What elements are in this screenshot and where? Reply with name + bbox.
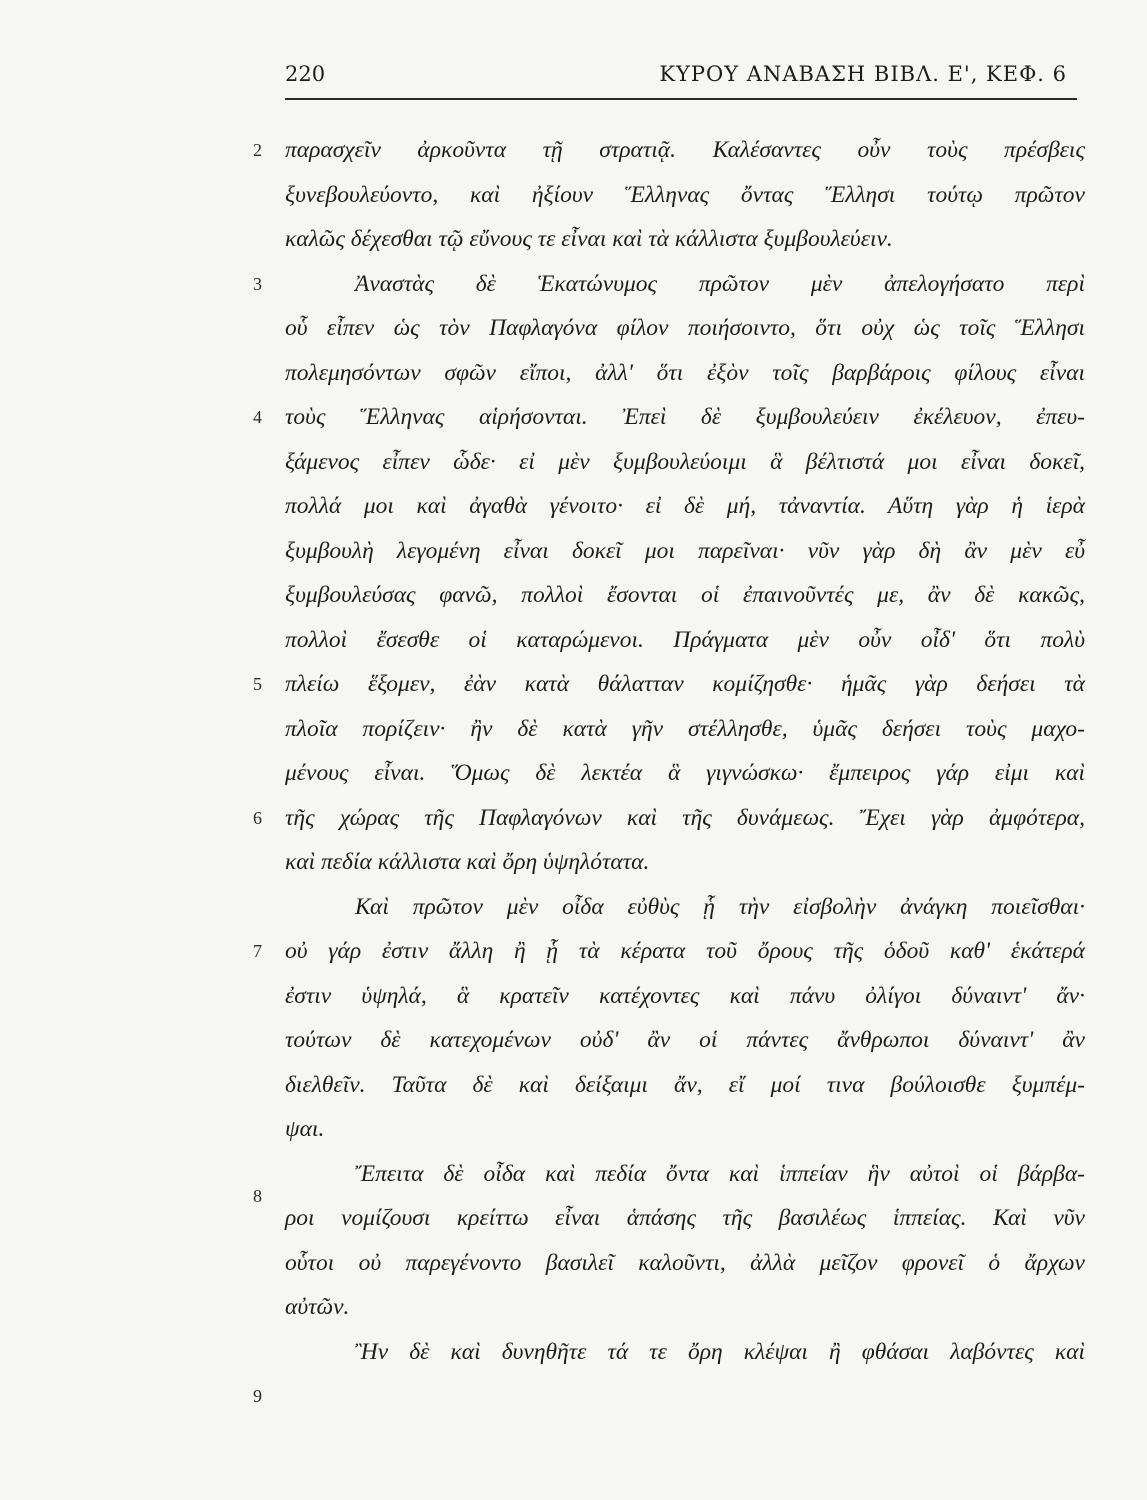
text-line: οὗ εἶπεν ὡς τὸν Παφλαγόνα φίλον ποιήσοιντο, ὅτι οὐχ ὡς τοῖς Ἕλλησι <box>285 315 1085 341</box>
text-line: διελθεῖν. Ταῦτα δὲ καὶ δείξαιμι ἄν, εἴ μοί τινα βούλοισθε ξυμπέμ- <box>285 1071 1085 1098</box>
text-line: μένους εἶναι. Ὅμως δὲ λεκτέα ἃ γιγνώσκω· ἔμπειρος γάρ εἰμι καὶ <box>285 760 1085 786</box>
text-line: παρασχεῖν ἀρκοῦντα τῇ στρατιᾷ. Καλέσαντες οὖν τοὺς πρέσβεις <box>285 137 1085 163</box>
text-line: ξάμενος εἶπεν ὧδε· εἰ μὲν ξυμβουλεύοιμι ἃ βέλτιστά μοι εἶναι δοκεῖ, <box>285 448 1085 475</box>
section-number: 4 <box>253 407 262 427</box>
text-line: πολλά μοι καὶ ἀγαθὰ γένοιτο· εἰ δὲ μή, τἀναντία. Αὕτη γὰρ ἡ ἱερὰ <box>285 493 1085 519</box>
running-title: ΚΥΡΟΥ ΑΝΑΒΑΣΗ ΒΙΒΛ. Ε', ΚΕΦ. 6 <box>659 62 1067 86</box>
text-line: τοὺς Ἕλληνας αἱρήσονται. Ἐπεὶ δὲ ξυμβουλεύειν ἐκέλευον, ἐπευ- <box>285 404 1085 430</box>
text-line: τούτων δὲ κατεχομένων οὐδ' ἂν οἱ πάντες ἄνθρωποι δύναιντ' ἂν <box>285 1027 1085 1053</box>
text-line: οὐ γάρ ἐστιν ἄλλη ἢ ᾗ τὰ κέρατα τοῦ ὄρους τῆς ὁδοῦ καθ' ἑκάτερά <box>285 938 1085 964</box>
section-number: 2 <box>253 140 262 160</box>
section-number: 3 <box>253 273 262 294</box>
text-line: ξυνεβουλεύοντο, καὶ ἠξίουν Ἕλληνας ὄντας Ἕλλησι τούτῳ πρῶτον <box>285 181 1085 208</box>
text-line: καὶ πεδία κάλλιστα καὶ ὄρη ὑψηλότατα. <box>285 849 650 875</box>
page-header <box>285 58 1077 100</box>
text-line: τῆς χώρας τῆς Παφλαγόνων καὶ τῆς δυνάμεως. Ἔχει γὰρ ἀμφότερα, <box>285 804 1085 831</box>
text-line: οὗτοι οὐ παρεγένοντο βασιλεῖ καλοῦντι, ἀλλὰ μεῖζον φρονεῖ ὁ ἄρχων <box>285 1249 1085 1276</box>
text-line: αὐτῶν. <box>285 1294 350 1320</box>
section-number: 7 <box>253 941 262 961</box>
text-line: Ἀναστὰς δὲ Ἑκατώνυμος πρῶτον μὲν ἀπελογήσατο περὶ <box>355 270 1085 297</box>
text-line: πλείω ἕξομεν, ἐὰν κατὰ θάλατταν κομίζησθε· ἡμᾶς γὰρ δεήσει τὰ <box>285 671 1085 697</box>
text-line: πολλοὶ ἔσεσθε οἱ καταρώμενοι. Πράγματα μὲν οὖν οἶδ' ὅτι πολὺ <box>285 626 1085 653</box>
section-number: 6 <box>253 807 262 828</box>
text-line: ξυμβουλεύσας φανῶ, πολλοὶ ἔσονται οἱ ἐπαινοῦντές με, ἂν δὲ κακῶς, <box>285 582 1085 608</box>
section-number: 8 <box>253 1185 262 1206</box>
section-number: 9 <box>253 1386 262 1406</box>
text-line: ἐστιν ὑψηλά, ἃ κρατεῖν κατέχοντες καὶ πάνυ ὀλίγοι δύναιντ' ἄν· <box>285 982 1085 1009</box>
text-line: Καὶ πρῶτον μὲν οἶδα εὐθὺς ᾗ τὴν εἰσβολὴν ἀνάγκη ποιεῖσθαι· <box>355 893 1085 920</box>
text-line: Ἢν δὲ καὶ δυνηθῆτε τά τε ὄρη κλέψαι ἢ φθάσαι λαβόντες καὶ <box>355 1338 1085 1365</box>
text-line: πλοῖα πορίζειν· ἢν δὲ κατὰ γῆν στέλλησθε, ὑμᾶς δεήσει τοὺς μαχο- <box>285 715 1085 742</box>
text-line: πολεμησόντων σφῶν εἴποι, ἀλλ' ὅτι ἐξὸν τοῖς βαρβάροις φίλους εἶναι <box>285 359 1085 386</box>
page-number: 220 <box>285 62 326 86</box>
main-text <box>285 128 1085 1374</box>
text-line: καλῶς δέχεσθαι τῷ εὔνους τε εἶναι καὶ τὰ κάλλιστα ξυμβουλεύειν. <box>285 226 893 252</box>
text-line: ψαι. <box>285 1116 325 1142</box>
text-line: Ἔπειτα δὲ οἶδα καὶ πεδία ὄντα καὶ ἱππείαν ἣν αὐτοὶ οἱ βάρβα- <box>355 1160 1085 1187</box>
text-line: ροι νομίζουσι κρείττω εἶναι ἁπάσης τῆς βασιλέως ἱππείας. Καὶ νῦν <box>285 1205 1085 1231</box>
section-number: 5 <box>253 674 262 694</box>
text-line: ξυμβουλὴ λεγομένη εἶναι δοκεῖ μοι παρεῖναι· νῦν γὰρ δὴ ἂν μὲν εὖ <box>285 537 1085 564</box>
